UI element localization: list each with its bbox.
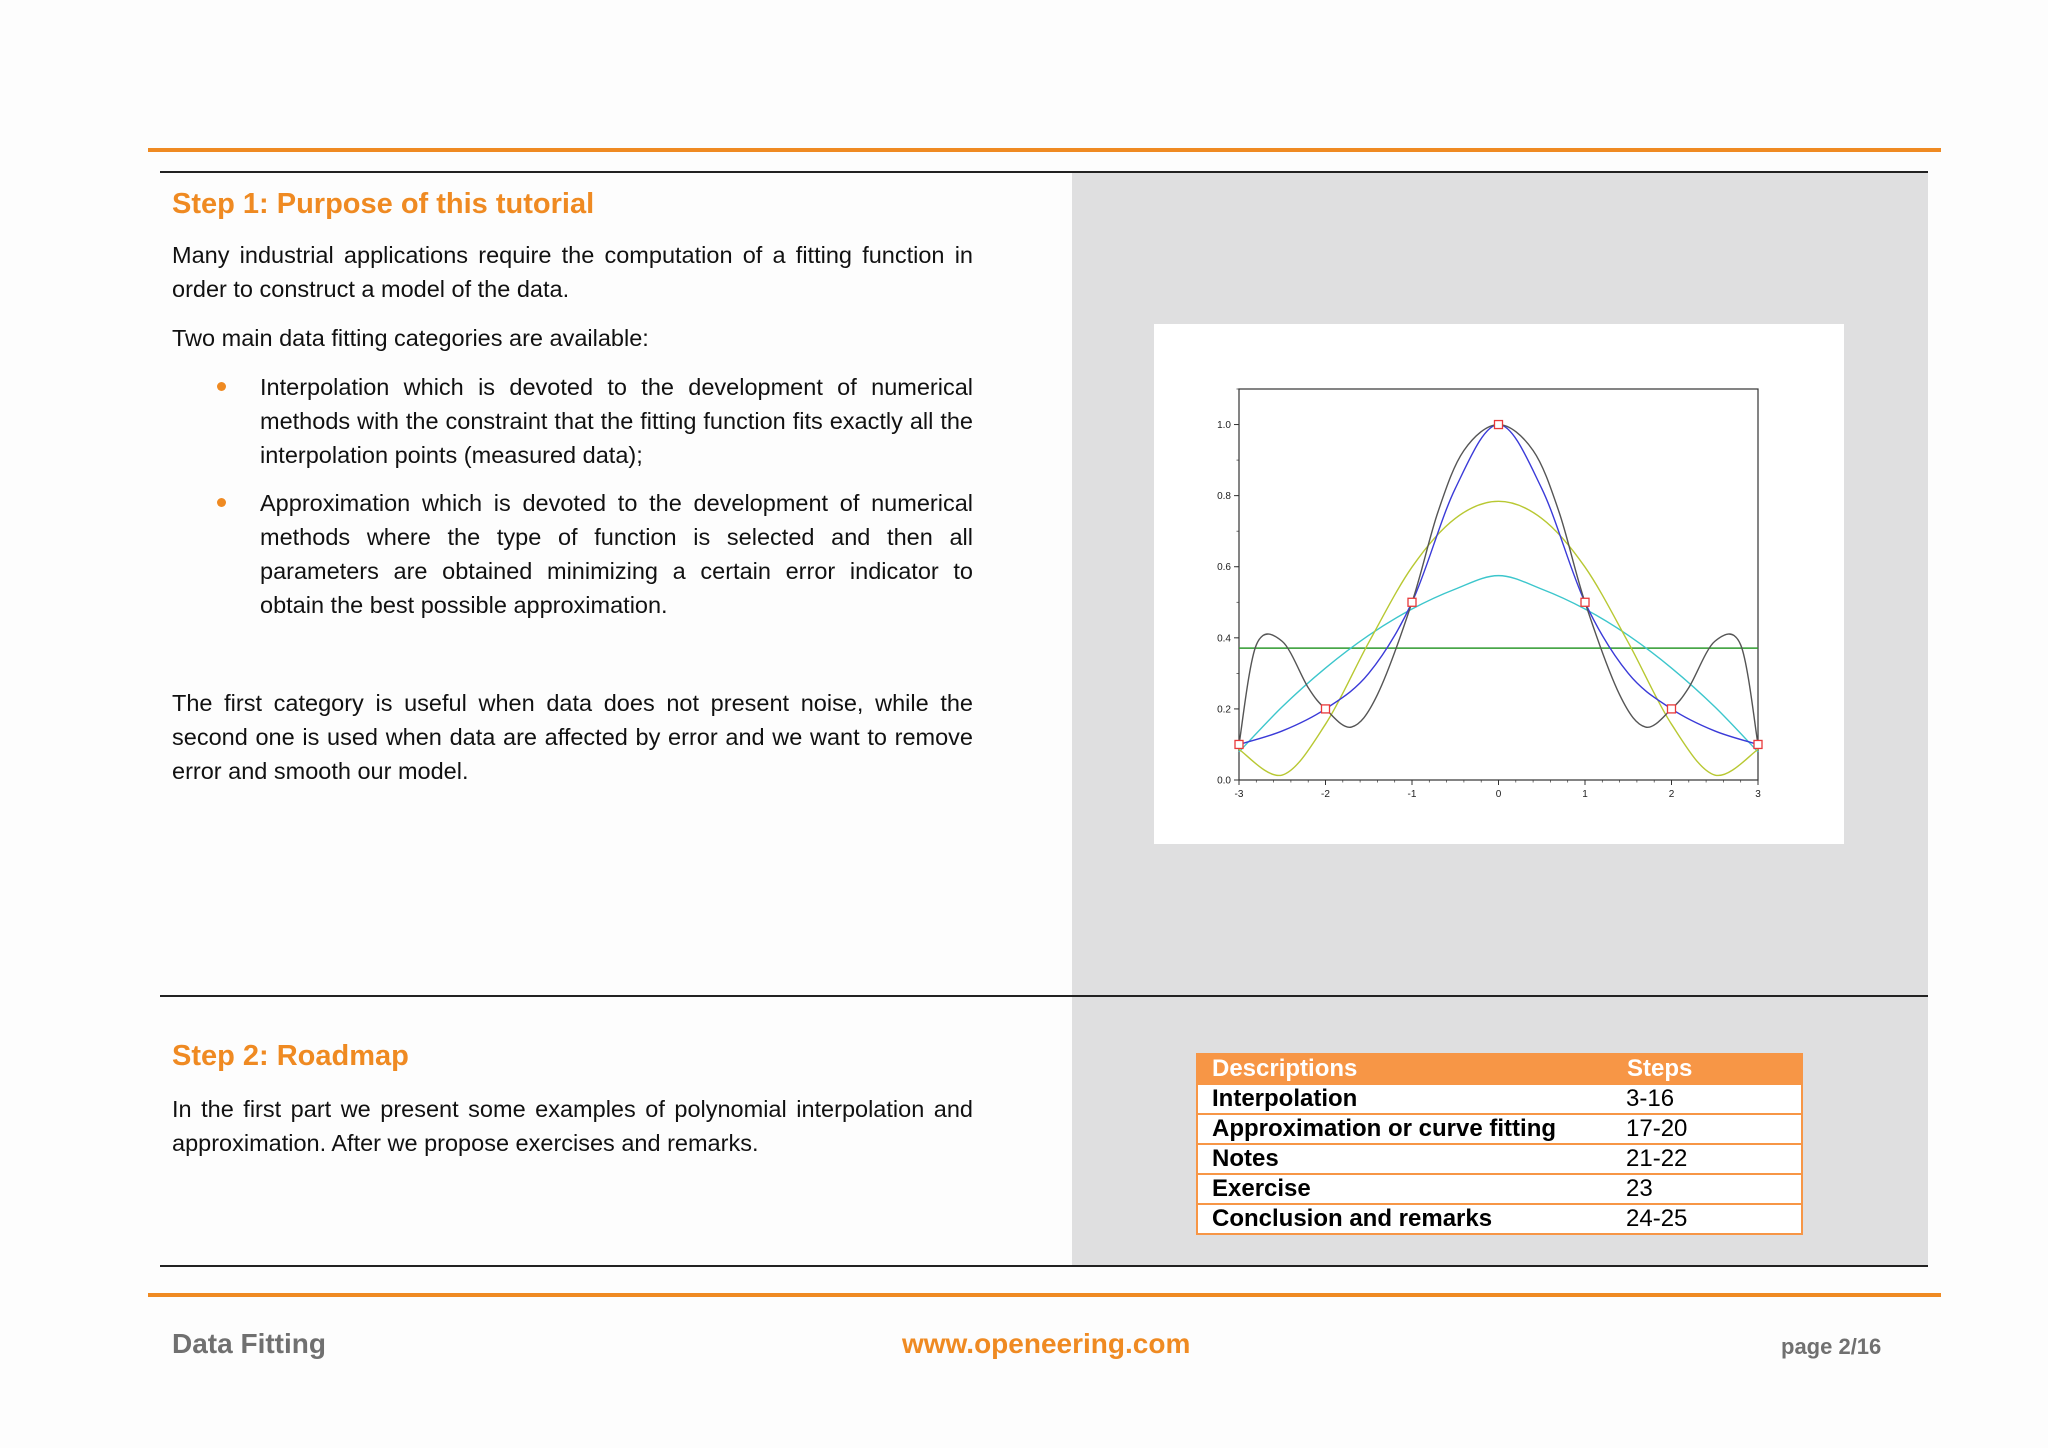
data-point-marker: [1754, 740, 1762, 748]
section2-bottom-divider: [160, 1265, 1928, 1267]
x-tick-label: 2: [1668, 789, 1675, 800]
y-tick-label: 0.4: [1217, 633, 1231, 645]
description-cell: Exercise: [1197, 1174, 1612, 1204]
x-tick-label: -3: [1234, 789, 1244, 800]
y-tick-label: 0.2: [1217, 704, 1231, 716]
step1-categories-intro: Two main data fitting categories are available:: [172, 325, 649, 351]
footer-document-title: Data Fitting: [172, 1328, 326, 1359]
x-tick-label: -2: [1321, 789, 1330, 800]
header-rule: [148, 148, 1941, 152]
fitting-chart-box: [1154, 324, 1844, 844]
data-point-marker: [1668, 705, 1676, 713]
y-tick-label: 0.8: [1217, 491, 1231, 503]
step1-conclusion: The first category is useful when data does not present noise, while the second one is used when data are affected by error and we want to remove error and smooth our model.: [172, 690, 973, 784]
fitting-chart: [1154, 324, 1844, 844]
column-header: Descriptions: [1197, 1054, 1612, 1084]
fitting-categories-list: [172, 370, 973, 636]
plot-frame: [1239, 389, 1758, 780]
description-cell: Conclusion and remarks: [1197, 1204, 1612, 1234]
table-row: [1197, 1114, 1802, 1144]
x-tick-label: 0: [1495, 789, 1502, 800]
x-tick-label: 1: [1582, 789, 1588, 800]
steps-cell: 21-22: [1612, 1144, 1802, 1174]
footer-website-link[interactable]: www.openeering.com: [902, 1328, 1191, 1359]
description-cell: Interpolation: [1197, 1084, 1612, 1114]
column-header: Steps: [1612, 1054, 1802, 1084]
step1-intro: Many industrial applications require the computation of a fitting function in order to construct a model of the data.: [172, 242, 973, 302]
description-cell: Approximation or curve fitting: [1197, 1114, 1612, 1144]
steps-cell: 24-25: [1612, 1204, 1802, 1234]
table-header-row: [1197, 1054, 1802, 1084]
bullet-icon: [217, 382, 226, 391]
x-tick-label: 3: [1755, 789, 1761, 800]
list-item: [172, 486, 973, 622]
x-tick-label: -1: [1407, 789, 1417, 800]
data-point-marker: [1408, 598, 1416, 606]
bullet-text: Interpolation which is devoted to the development of numerical methods with the constraint that the fitting function fits exactly all the interpolation points (measured data);: [260, 374, 973, 468]
list-item: [172, 370, 973, 472]
table-row: [1197, 1084, 1802, 1114]
series-line: [1239, 501, 1758, 775]
table-row: [1197, 1204, 1802, 1234]
y-tick-label: 0.6: [1217, 562, 1231, 574]
footer-page-number: page 2/16: [1781, 1334, 1882, 1359]
description-cell: Notes: [1197, 1144, 1612, 1174]
table-row: [1197, 1174, 1802, 1204]
bullet-text: Approximation which is devoted to the development of numerical methods where the type of function is selected and then all parameters are obtained minimizing a certain error indicator to obtain the best possible approximation.: [260, 490, 973, 618]
series-line: [1239, 576, 1758, 752]
steps-cell: 23: [1612, 1174, 1802, 1204]
data-point-marker: [1581, 598, 1589, 606]
series-line: [1239, 425, 1758, 745]
steps-cell: 17-20: [1612, 1114, 1802, 1144]
step2-heading: Step 2: Roadmap: [172, 1040, 409, 1072]
steps-cell: 3-16: [1612, 1084, 1802, 1114]
table-row: [1197, 1144, 1802, 1174]
series-line: [1239, 425, 1758, 745]
bullet-icon: [217, 498, 226, 507]
step1-heading: Step 1: Purpose of this tutorial: [172, 188, 595, 220]
y-tick-label: 1.0: [1217, 420, 1231, 432]
roadmap-table: [1196, 1053, 1803, 1235]
step2-text: In the first part we present some examples of polynomial interpolation and approximation. After we propose exercises and remarks.: [172, 1096, 973, 1156]
data-point-marker: [1322, 705, 1330, 713]
data-point-marker: [1235, 740, 1243, 748]
data-point-marker: [1495, 421, 1503, 429]
y-tick-label: 0.0: [1217, 775, 1231, 787]
footer-rule: [148, 1293, 1941, 1297]
